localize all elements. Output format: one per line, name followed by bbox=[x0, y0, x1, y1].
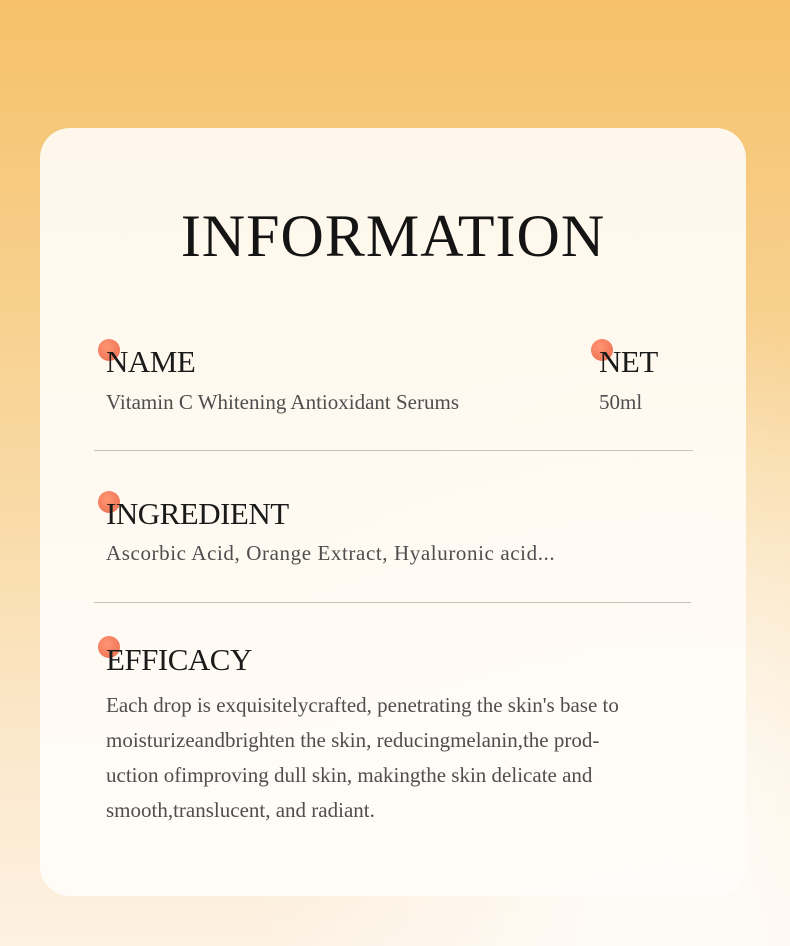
divider bbox=[94, 602, 691, 603]
name-value: Vitamin C Whitening Antioxidant Serums bbox=[106, 390, 460, 414]
information-card bbox=[40, 128, 746, 896]
name-heading: NAME bbox=[106, 344, 196, 379]
efficacy-line: moisturizeandbrighten the skin, reducingmelanin,the prod- bbox=[106, 728, 600, 752]
efficacy-line: smooth,translucent, and radiant. bbox=[106, 798, 375, 822]
efficacy-heading: EFFICACY bbox=[106, 642, 252, 677]
efficacy-description bbox=[106, 688, 706, 828]
efficacy-line: Each drop is exquisitelycrafted, penetrating the skin's base to bbox=[106, 693, 619, 717]
efficacy-line: uction ofimproving dull skin, makingthe skin delicate and bbox=[106, 763, 593, 787]
ingredient-heading: INGREDIENT bbox=[106, 496, 289, 531]
net-heading: NET bbox=[599, 344, 658, 379]
ingredient-value: Ascorbic Acid, Orange Extract, Hyaluronic acid... bbox=[106, 541, 556, 565]
divider bbox=[94, 450, 693, 451]
net-value: 50ml bbox=[599, 390, 643, 414]
page-title: INFORMATION bbox=[180, 203, 606, 269]
